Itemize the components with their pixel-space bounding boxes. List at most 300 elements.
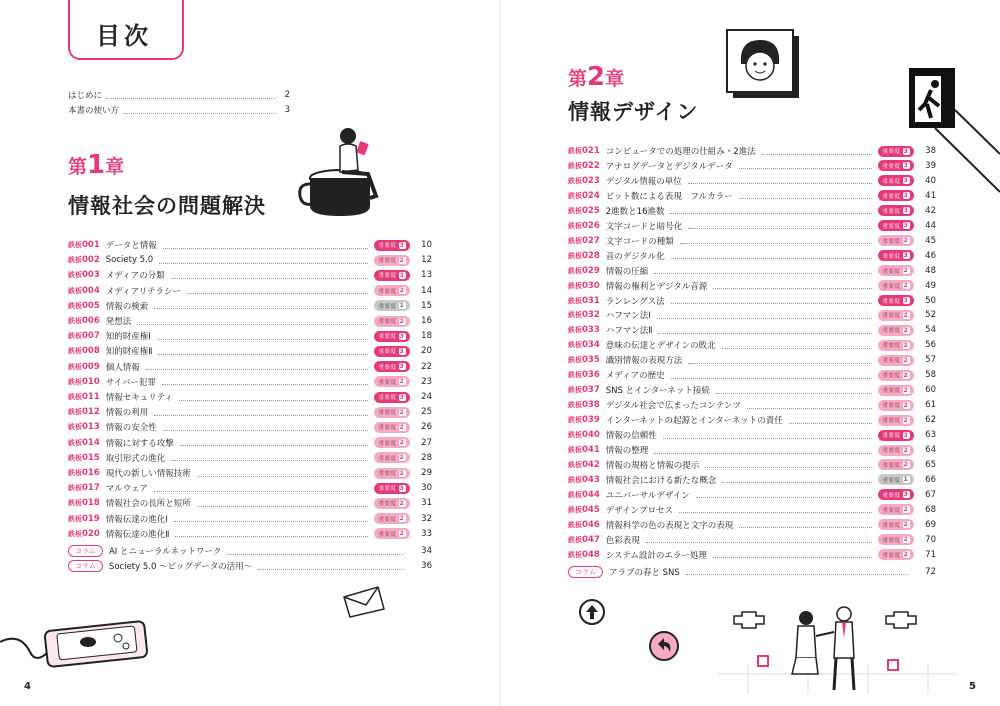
item-title: 情報の圧縮 bbox=[605, 266, 649, 277]
item-title: 情報の検索 bbox=[105, 301, 149, 312]
item-page: 60 bbox=[925, 385, 936, 396]
leader-dots bbox=[722, 476, 872, 483]
item-code: 鉄板011 bbox=[68, 392, 100, 402]
item-title: サイバー犯罪 bbox=[105, 377, 156, 388]
item-page: 39 bbox=[925, 160, 936, 171]
leader-dots bbox=[762, 148, 872, 155]
item-page: 23 bbox=[421, 376, 432, 387]
item-code: 鉄板014 bbox=[68, 437, 100, 448]
item-page: 70 bbox=[925, 534, 936, 545]
item-page: 62 bbox=[925, 415, 936, 426]
leader-dots bbox=[679, 506, 872, 513]
toc-row[interactable] bbox=[68, 284, 432, 298]
importance-badge: 重要度 1 bbox=[374, 300, 410, 311]
item-title: デジタル社会で広まったコンテンツ bbox=[605, 401, 741, 412]
toc-row[interactable] bbox=[68, 299, 432, 313]
item-code: 鉄板010 bbox=[68, 376, 100, 387]
importance-badge: 重要度 3 bbox=[878, 175, 914, 186]
chapter1-title: 情報社会の問題解決 bbox=[68, 194, 266, 218]
importance-badge: 重要度 2 bbox=[374, 376, 410, 387]
item-page: 46 bbox=[925, 250, 936, 261]
leader-dots bbox=[739, 162, 872, 169]
column-row[interactable] bbox=[68, 544, 432, 558]
item-page: 20 bbox=[421, 346, 432, 357]
importance-badge: 重要度 2 bbox=[878, 385, 914, 396]
leader-dots bbox=[171, 272, 368, 279]
toc-row[interactable] bbox=[568, 533, 936, 547]
leader-dots bbox=[657, 312, 872, 319]
importance-badge: 重要度 2 bbox=[878, 370, 914, 381]
chapter2-title: 情報デザイン bbox=[568, 100, 699, 124]
item-code: 鉄板006 bbox=[68, 316, 100, 326]
leader-dots bbox=[197, 470, 368, 477]
leader-dots bbox=[789, 417, 872, 424]
item-page: 61 bbox=[925, 400, 936, 411]
item-title: ビット数による表現 フルカラー bbox=[605, 191, 733, 202]
item-title: インターネットの起源とインターネットの責任 bbox=[605, 416, 783, 427]
item-code: 鉄板023 bbox=[568, 175, 600, 186]
item-page: 44 bbox=[925, 220, 936, 231]
return-arrow-icon[interactable] bbox=[648, 630, 680, 662]
leader-dots bbox=[713, 282, 872, 289]
item-title: 情報セキュリティ bbox=[105, 393, 173, 403]
leader-dots bbox=[688, 357, 872, 364]
item-code: 鉄板047 bbox=[568, 534, 600, 545]
leader-dots bbox=[705, 461, 872, 468]
intro-row-howto[interactable] bbox=[68, 103, 290, 117]
importance-badge: 重要度 3 bbox=[878, 146, 914, 157]
item-title: 情報社会の長所と短所 bbox=[105, 499, 191, 510]
leader-dots bbox=[646, 536, 872, 543]
smartphone-cable-illustration bbox=[0, 612, 160, 674]
item-page: 68 bbox=[925, 504, 936, 515]
leader-dots bbox=[722, 342, 872, 349]
leader-dots bbox=[658, 327, 872, 334]
item-title: 情報に対する攻撃 bbox=[105, 438, 174, 449]
toc-row[interactable] bbox=[568, 353, 936, 367]
toc-row[interactable] bbox=[568, 383, 936, 397]
item-page: 54 bbox=[925, 325, 936, 336]
item-code: 鉄板038 bbox=[568, 400, 600, 411]
item-page: 71 bbox=[925, 549, 936, 560]
leader-dots bbox=[154, 409, 368, 416]
column-tag: コラム bbox=[68, 560, 103, 572]
column-title: Society 5.0 〜ビッグデータの活用〜 bbox=[108, 562, 253, 573]
importance-badge: 重要度 2 bbox=[878, 504, 914, 515]
item-page: 65 bbox=[925, 459, 936, 470]
leader-dots bbox=[716, 387, 872, 394]
person-on-mug-illustration bbox=[296, 120, 392, 220]
leader-dots bbox=[171, 454, 368, 461]
leader-dots bbox=[696, 491, 872, 498]
item-page: 52 bbox=[925, 310, 936, 321]
toc-row[interactable] bbox=[68, 512, 432, 526]
envelope-icon bbox=[340, 585, 386, 619]
importance-badge: 重要度 3 bbox=[878, 295, 914, 306]
importance-badge: 重要度 3 bbox=[374, 392, 410, 403]
toc-row[interactable] bbox=[68, 253, 432, 267]
leader-dots bbox=[180, 439, 368, 446]
item-page: 24 bbox=[421, 392, 432, 402]
item-code: 鉄板040 bbox=[568, 430, 600, 441]
toc-row[interactable] bbox=[68, 360, 432, 374]
item-code: 鉄板048 bbox=[568, 549, 600, 560]
item-page: 26 bbox=[421, 422, 432, 433]
item-code: 鉄板025 bbox=[568, 205, 600, 216]
toc-row[interactable] bbox=[568, 279, 936, 293]
item-page: 40 bbox=[925, 175, 936, 186]
item-page: 30 bbox=[421, 483, 432, 494]
toc-row[interactable] bbox=[568, 159, 936, 173]
column-tag: コラム bbox=[68, 545, 103, 557]
leader-dots bbox=[663, 432, 872, 439]
leader-dots bbox=[162, 378, 368, 385]
chapter1-label: 第1章 bbox=[68, 150, 125, 180]
toc-heading: 目次 bbox=[96, 22, 152, 50]
toc-row[interactable] bbox=[68, 268, 432, 282]
item-title: 情報の整理 bbox=[605, 446, 649, 456]
leader-dots bbox=[175, 530, 368, 537]
item-page: 48 bbox=[925, 265, 936, 276]
importance-badge: 重要度 2 bbox=[878, 459, 914, 470]
toc-row[interactable] bbox=[568, 503, 936, 517]
intro-label: 本書の使い方 bbox=[68, 106, 120, 116]
item-page: 41 bbox=[925, 190, 936, 201]
item-code: 鉄板032 bbox=[568, 310, 600, 321]
item-code: 鉄板003 bbox=[68, 270, 100, 281]
item-code: 鉄板007 bbox=[68, 331, 100, 342]
item-page: 12 bbox=[421, 255, 432, 266]
item-code: 鉄板042 bbox=[568, 459, 600, 470]
leader-dots bbox=[739, 521, 872, 528]
leader-dots bbox=[154, 302, 368, 309]
leader-dots bbox=[688, 177, 872, 184]
item-title: 知的財産権Ⅰ bbox=[105, 332, 151, 343]
item-title: 発想法 bbox=[105, 317, 132, 327]
item-page: 33 bbox=[421, 528, 432, 539]
toc-row[interactable] bbox=[568, 443, 936, 457]
item-title: 情報の権利とデジタル音源 bbox=[605, 281, 708, 292]
toc-row[interactable] bbox=[568, 144, 936, 158]
importance-badge: 重要度 3 bbox=[878, 205, 914, 216]
item-code: 鉄板022 bbox=[568, 160, 600, 171]
toc-row[interactable] bbox=[568, 473, 936, 487]
toc-row[interactable] bbox=[68, 420, 432, 434]
toc-row[interactable] bbox=[568, 368, 936, 382]
item-code: 鉄板036 bbox=[568, 370, 600, 381]
item-code: 鉄板020 bbox=[68, 528, 100, 539]
item-title: ランレングス法 bbox=[605, 296, 665, 307]
leader-dots bbox=[671, 252, 872, 259]
importance-badge: 重要度 3 bbox=[374, 361, 410, 372]
leader-dots bbox=[671, 297, 872, 304]
item-code: 鉄板044 bbox=[568, 489, 600, 500]
importance-badge: 重要度 3 bbox=[374, 240, 410, 251]
item-code: 鉄板045 bbox=[568, 504, 600, 515]
item-title: 文字コードの種類 bbox=[605, 236, 674, 247]
column-row[interactable] bbox=[568, 565, 936, 579]
item-title: 意味の伝達とデザインの敗北 bbox=[605, 341, 716, 352]
intro-page: 3 bbox=[284, 105, 290, 115]
item-code: 鉄板005 bbox=[68, 300, 100, 311]
item-title: 情報科学の色の表現と文字の表現 bbox=[605, 520, 734, 531]
page-number-right: 5 bbox=[969, 681, 976, 692]
toc-row[interactable] bbox=[68, 496, 432, 510]
item-code: 鉄板019 bbox=[68, 513, 100, 524]
leader-dots bbox=[670, 207, 872, 214]
importance-badge: 重要度 3 bbox=[374, 270, 410, 281]
item-title: 情報の信頼性 bbox=[605, 431, 657, 442]
right-page bbox=[500, 0, 1000, 706]
item-title: 知的財産権Ⅱ bbox=[105, 347, 153, 358]
item-page: 29 bbox=[421, 468, 432, 478]
intro-row-hajimeni[interactable] bbox=[68, 88, 290, 102]
leader-dots bbox=[713, 551, 872, 558]
importance-badge: 重要度 2 bbox=[374, 437, 410, 448]
item-code: 鉄板013 bbox=[68, 422, 100, 433]
item-code: 鉄板009 bbox=[68, 361, 100, 372]
item-page: 38 bbox=[925, 146, 936, 156]
toc-row[interactable] bbox=[568, 294, 936, 308]
leader-dots bbox=[688, 222, 872, 229]
item-title: ハフマン法Ⅱ bbox=[605, 326, 653, 337]
toc-row[interactable] bbox=[68, 451, 432, 465]
item-code: 鉄板004 bbox=[68, 285, 100, 296]
importance-badge: 重要度 2 bbox=[878, 265, 914, 276]
leader-dots bbox=[654, 267, 872, 274]
leader-dots bbox=[686, 568, 908, 575]
leader-dots bbox=[158, 348, 368, 355]
importance-badge: 重要度 2 bbox=[878, 280, 914, 291]
item-page: 28 bbox=[421, 452, 432, 463]
face-portrait-illustration bbox=[725, 28, 803, 100]
toc-row[interactable] bbox=[568, 548, 936, 562]
importance-badge: 重要度 3 bbox=[374, 483, 410, 494]
item-code: 鉄板002 bbox=[68, 255, 100, 266]
leader-dots bbox=[123, 107, 276, 114]
toc-row[interactable] bbox=[68, 314, 432, 328]
chapter2-label: 第2章 bbox=[568, 62, 625, 92]
item-title: メディアの分類 bbox=[105, 271, 165, 282]
item-title: ユニバーサルデザイン bbox=[605, 490, 690, 501]
importance-badge: 重要度 2 bbox=[374, 285, 410, 296]
leader-dots bbox=[671, 372, 872, 379]
item-title: ハフマン法Ⅰ bbox=[605, 311, 651, 322]
page-number-left: 4 bbox=[24, 681, 31, 692]
column-page: 34 bbox=[421, 546, 432, 556]
leader-dots bbox=[154, 485, 368, 492]
importance-badge: 重要度 2 bbox=[878, 235, 914, 246]
item-page: 45 bbox=[925, 235, 936, 246]
item-code: 鉄板039 bbox=[568, 415, 600, 426]
importance-badge: 重要度 2 bbox=[878, 534, 914, 545]
item-code: 鉄板012 bbox=[68, 407, 100, 418]
upload-arrow-icon[interactable] bbox=[578, 598, 606, 626]
leader-dots bbox=[739, 192, 872, 199]
toc-row[interactable] bbox=[68, 405, 432, 419]
toc-row[interactable] bbox=[568, 308, 936, 322]
importance-badge: 重要度 2 bbox=[374, 513, 410, 524]
intro-label: はじめに bbox=[68, 91, 103, 101]
toc-row[interactable] bbox=[568, 189, 936, 203]
item-code: 鉄板001 bbox=[68, 240, 100, 250]
importance-badge: 重要度 2 bbox=[878, 549, 914, 560]
toc-row[interactable] bbox=[568, 518, 936, 532]
item-code: 鉄板046 bbox=[568, 519, 600, 530]
importance-badge: 重要度 2 bbox=[878, 400, 914, 411]
intro-page: 2 bbox=[284, 90, 290, 100]
item-title: メディアリテラシー bbox=[105, 286, 182, 297]
item-code: 鉄板043 bbox=[568, 474, 600, 485]
leader-dots bbox=[174, 515, 368, 522]
leader-dots bbox=[146, 363, 368, 370]
item-page: 49 bbox=[925, 280, 936, 291]
importance-badge: 重要度 2 bbox=[878, 325, 914, 336]
importance-badge: 重要度 3 bbox=[878, 430, 914, 441]
toc-row[interactable] bbox=[568, 249, 936, 263]
toc-row[interactable] bbox=[568, 264, 936, 278]
item-page: 67 bbox=[925, 489, 936, 500]
leader-dots bbox=[197, 500, 368, 507]
importance-badge: 重要度 2 bbox=[374, 468, 410, 479]
toc-row[interactable] bbox=[68, 375, 432, 389]
item-page: 50 bbox=[925, 295, 936, 306]
leader-dots bbox=[227, 548, 404, 555]
item-code: 鉄板041 bbox=[568, 445, 600, 455]
leader-dots bbox=[137, 318, 368, 325]
importance-badge: 重要度 2 bbox=[878, 340, 914, 351]
item-page: 13 bbox=[421, 270, 432, 281]
toc-row[interactable] bbox=[568, 219, 936, 233]
column-title: AI とニューラルネットワーク bbox=[108, 547, 222, 557]
leader-dots bbox=[179, 394, 368, 401]
item-page: 64 bbox=[925, 445, 936, 455]
toc-row[interactable] bbox=[568, 458, 936, 472]
leader-dots bbox=[157, 333, 368, 340]
toc-row[interactable] bbox=[568, 488, 936, 502]
importance-badge: 重要度 2 bbox=[374, 255, 410, 266]
column-page: 36 bbox=[421, 561, 432, 572]
item-page: 63 bbox=[925, 430, 936, 441]
leader-dots bbox=[187, 287, 368, 294]
item-code: 鉄板015 bbox=[68, 452, 100, 463]
toc-row[interactable] bbox=[68, 436, 432, 450]
item-title: 音のデジタル化 bbox=[605, 251, 665, 262]
item-code: 鉄板031 bbox=[568, 295, 600, 306]
item-code: 鉄板017 bbox=[68, 483, 100, 494]
item-title: 色彩表現 bbox=[605, 535, 640, 546]
toc-row[interactable] bbox=[568, 323, 936, 337]
toc-row[interactable] bbox=[568, 204, 936, 218]
item-title: 情報の利用 bbox=[105, 408, 149, 419]
toc-row[interactable] bbox=[68, 466, 432, 480]
item-title: 2進数と16進数 bbox=[605, 206, 665, 217]
item-title: システム設計のエラー処理 bbox=[605, 550, 707, 561]
item-code: 鉄板018 bbox=[68, 498, 100, 509]
leader-dots bbox=[163, 242, 368, 249]
item-page: 14 bbox=[421, 285, 432, 296]
item-code: 鉄板028 bbox=[568, 250, 600, 261]
importance-badge: 重要度 2 bbox=[878, 415, 914, 426]
item-title: デジタル情報の単位 bbox=[605, 176, 682, 187]
toc-row[interactable] bbox=[68, 344, 432, 358]
importance-badge: 重要度 2 bbox=[374, 528, 410, 539]
item-page: 58 bbox=[925, 370, 936, 381]
toc-row[interactable] bbox=[568, 413, 936, 427]
leader-dots bbox=[159, 257, 368, 264]
importance-badge: 重要度 2 bbox=[374, 452, 410, 463]
item-page: 15 bbox=[421, 300, 432, 311]
item-code: 鉄板033 bbox=[568, 325, 600, 336]
item-page: 32 bbox=[421, 513, 432, 524]
item-title: 情報の安全性 bbox=[105, 423, 157, 434]
item-title: SNS とインターネット接続 bbox=[605, 386, 710, 397]
importance-badge: 重要度 2 bbox=[374, 498, 410, 509]
toc-row[interactable] bbox=[68, 390, 432, 404]
item-code: 鉄板034 bbox=[568, 340, 600, 351]
importance-badge: 重要度 2 bbox=[374, 407, 410, 418]
toc-row[interactable] bbox=[68, 329, 432, 343]
item-title: 文字コードと暗号化 bbox=[605, 221, 683, 232]
item-title: 現代の新しい情報技術 bbox=[105, 469, 191, 479]
item-title: データと情報 bbox=[105, 241, 157, 251]
importance-badge: 重要度 3 bbox=[374, 346, 410, 357]
column-row[interactable] bbox=[68, 559, 432, 573]
item-code: 鉄板024 bbox=[568, 190, 600, 201]
item-title: 情報社会における新たな概念 bbox=[605, 475, 717, 486]
item-page: 66 bbox=[925, 474, 936, 485]
item-code: 鉄板037 bbox=[568, 385, 600, 396]
toc-row[interactable] bbox=[568, 428, 936, 442]
item-title: デザインプロセス bbox=[605, 505, 674, 516]
item-page: 18 bbox=[421, 331, 432, 342]
item-page: 31 bbox=[421, 498, 432, 509]
importance-badge: 重要度 3 bbox=[878, 489, 914, 500]
item-code: 鉄板021 bbox=[568, 146, 600, 156]
item-title: 取引形式の進化 bbox=[105, 453, 166, 464]
importance-badge: 重要度 2 bbox=[878, 519, 914, 530]
item-page: 25 bbox=[421, 407, 432, 418]
importance-badge: 重要度 2 bbox=[878, 355, 914, 366]
handshake-people-illustration bbox=[718, 598, 958, 698]
item-title: Society 5.0 bbox=[105, 255, 154, 266]
importance-badge: 重要度 2 bbox=[374, 316, 410, 327]
column-title: アラブの春と SNS bbox=[608, 567, 680, 578]
toc-row[interactable] bbox=[568, 398, 936, 412]
importance-badge: 重要度 1 bbox=[878, 474, 914, 485]
importance-badge: 重要度 3 bbox=[878, 250, 914, 261]
importance-badge: 重要度 3 bbox=[374, 331, 410, 342]
item-title: アナログデータとデジタルデータ bbox=[605, 161, 733, 172]
importance-badge: 重要度 2 bbox=[374, 422, 410, 433]
item-title: 識別情報の表現方法 bbox=[605, 356, 683, 367]
leader-dots bbox=[106, 92, 276, 99]
toc-row[interactable] bbox=[568, 338, 936, 352]
item-page: 57 bbox=[925, 355, 936, 366]
item-page: 22 bbox=[421, 361, 432, 372]
item-code: 鉄板016 bbox=[68, 468, 100, 478]
toc-row[interactable] bbox=[68, 481, 432, 495]
column-tag: コラム bbox=[568, 566, 603, 578]
item-code: 鉄板008 bbox=[68, 346, 100, 357]
toc-row[interactable] bbox=[568, 234, 936, 248]
item-page: 16 bbox=[421, 316, 432, 326]
item-title: 情報の規格と情報の提示 bbox=[605, 460, 700, 471]
toc-row[interactable] bbox=[568, 174, 936, 188]
importance-badge: 重要度 2 bbox=[878, 310, 914, 321]
toc-row[interactable] bbox=[68, 527, 432, 541]
toc-row[interactable] bbox=[68, 238, 432, 252]
